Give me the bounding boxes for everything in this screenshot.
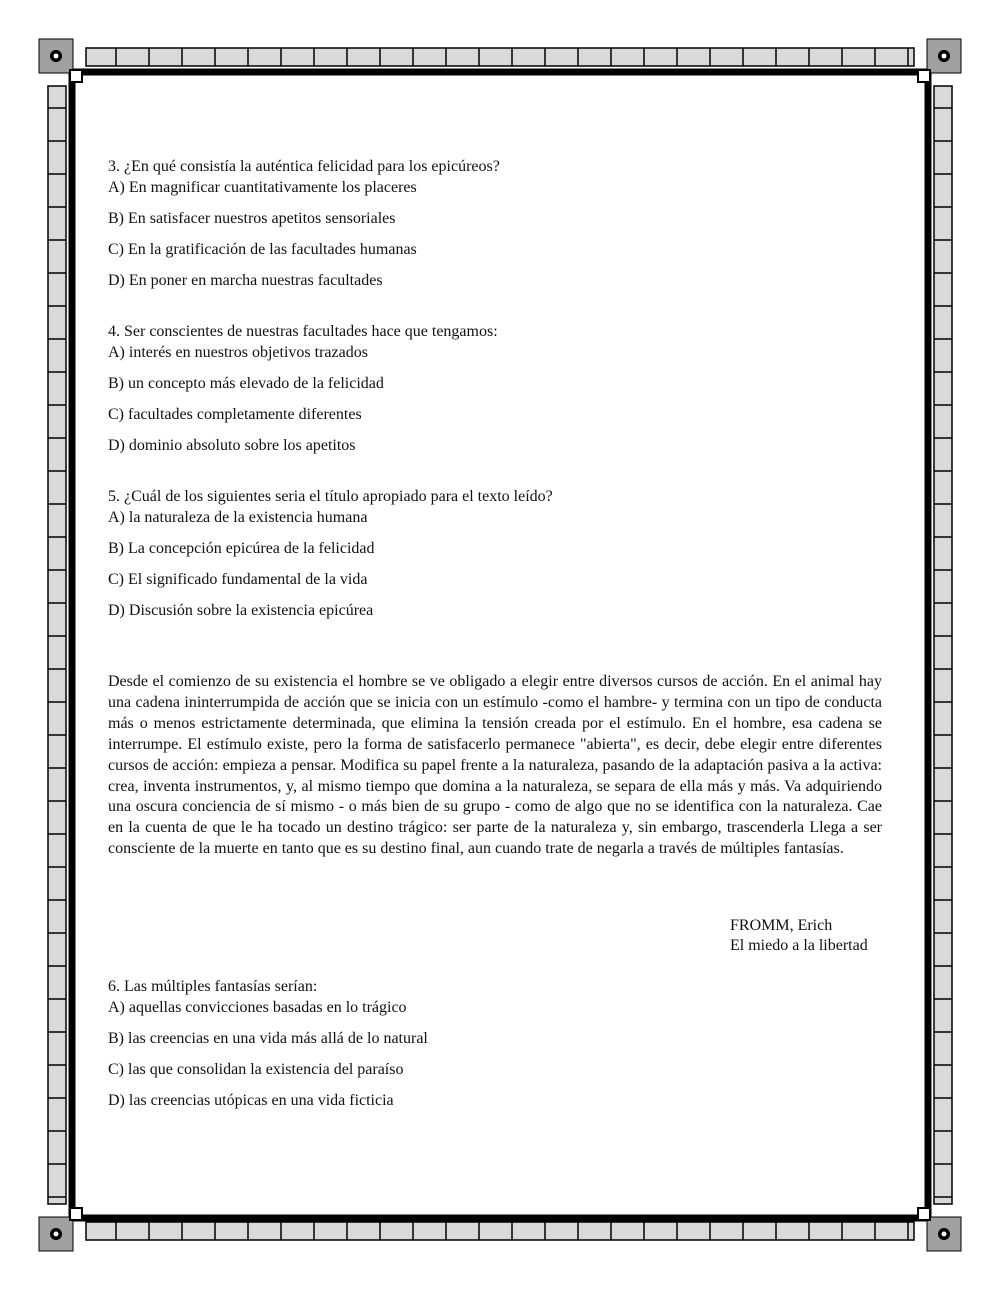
corner-step bbox=[918, 70, 930, 82]
question-6 bbox=[108, 976, 428, 1111]
corner-step bbox=[70, 1208, 82, 1220]
question-title: 6. Las múltiples fantasías serían: bbox=[108, 978, 318, 995]
option-a: A) En magnificar cuantitativamente los placeres bbox=[108, 179, 417, 196]
option-c: C) las que consolidan la existencia del paraíso bbox=[108, 1061, 404, 1078]
question-title: 5. ¿Cuál de los siguientes seria el título apropiado para el texto leído? bbox=[108, 488, 553, 505]
corner-step bbox=[918, 1208, 930, 1220]
option-b: B) las creencias en una vida más allá de lo natural bbox=[108, 1030, 428, 1047]
question-5 bbox=[108, 486, 553, 621]
option-a: A) la naturaleza de la existencia humana bbox=[108, 509, 368, 526]
citation-work: El miedo a la libertad bbox=[730, 937, 868, 954]
option-c: C) facultades completamente diferentes bbox=[108, 406, 362, 423]
option-d: D) las creencias utópicas en una vida ficticia bbox=[108, 1092, 394, 1109]
question-3 bbox=[108, 156, 500, 291]
question-title: 4. Ser conscientes de nuestras facultades hace que tengamos: bbox=[108, 323, 498, 340]
option-d: D) En poner en marcha nuestras facultades bbox=[108, 272, 383, 289]
option-a: A) interés en nuestros objetivos trazados bbox=[108, 344, 368, 361]
question-title: 3. ¿En qué consistía la auténtica felicidad para los epicúreos? bbox=[108, 158, 500, 175]
corner-dot-center bbox=[54, 54, 59, 59]
option-a: A) aquellas convicciones basadas en lo trágico bbox=[108, 999, 407, 1016]
corner-dot-center bbox=[942, 1232, 947, 1237]
corner-step bbox=[70, 70, 82, 82]
option-c: C) El significado fundamental de la vida bbox=[108, 571, 368, 588]
option-d: D) Discusión sobre la existencia epicúrea bbox=[108, 602, 374, 619]
option-b: B) un concepto más elevado de la felicidad bbox=[108, 375, 384, 392]
bottom-strip bbox=[86, 1222, 914, 1240]
question-4 bbox=[108, 321, 498, 456]
reading-passage: Desde el comienzo de su existencia el hombre se ve obligado a elegir entre diversos cursos de acción. En el animal hay una cadena ininterrumpida de acción que se inicia con un estímulo -como el hambre- y termina con un tipo de conducta más o menos estrictamente determinada, que elimina la tensión creada por el estímulo. En el hombre, esa cadena se interrumpe. El estímulo existe, pero la forma de satisfacerlo permanece "abierta", es decir, debe elegir entre diferentes cursos de acción: empieza a pensar. Modifica su papel frente a la naturaleza, pasando de la adaptación pasiva a la activa: crea, inventa instrumentos, y, al mismo tiempo que domina a la naturaleza, se separa de ella más y más. Va adquiriendo una oscura conciencia de sí mismo - o más bien de su grupo - como de algo que no se identifica con la naturaleza. Cae en la cuenta de que le ha tocado un destino trágico: ser parte de la naturaleza y, sin embargo, trascenderla Llega a ser consciente de la muerte en tanto que es su destino final, aun cuando trate de negarla a través de múltiples fantasías. bbox=[108, 673, 882, 858]
option-c: C) En la gratificación de las facultades humanas bbox=[108, 241, 417, 258]
corner-dot-center bbox=[54, 1232, 59, 1237]
corner-dot-center bbox=[942, 54, 947, 59]
option-b: B) En satisfacer nuestros apetitos sensoriales bbox=[108, 210, 396, 227]
option-b: B) La concepción epicúrea de la felicidad bbox=[108, 540, 375, 557]
left-strip bbox=[48, 86, 66, 1204]
citation bbox=[730, 916, 868, 956]
option-d: D) dominio absoluto sobre los apetitos bbox=[108, 437, 356, 454]
top-strip bbox=[86, 48, 914, 66]
citation-author: FROMM, Erich bbox=[730, 917, 833, 934]
right-strip bbox=[934, 86, 952, 1204]
